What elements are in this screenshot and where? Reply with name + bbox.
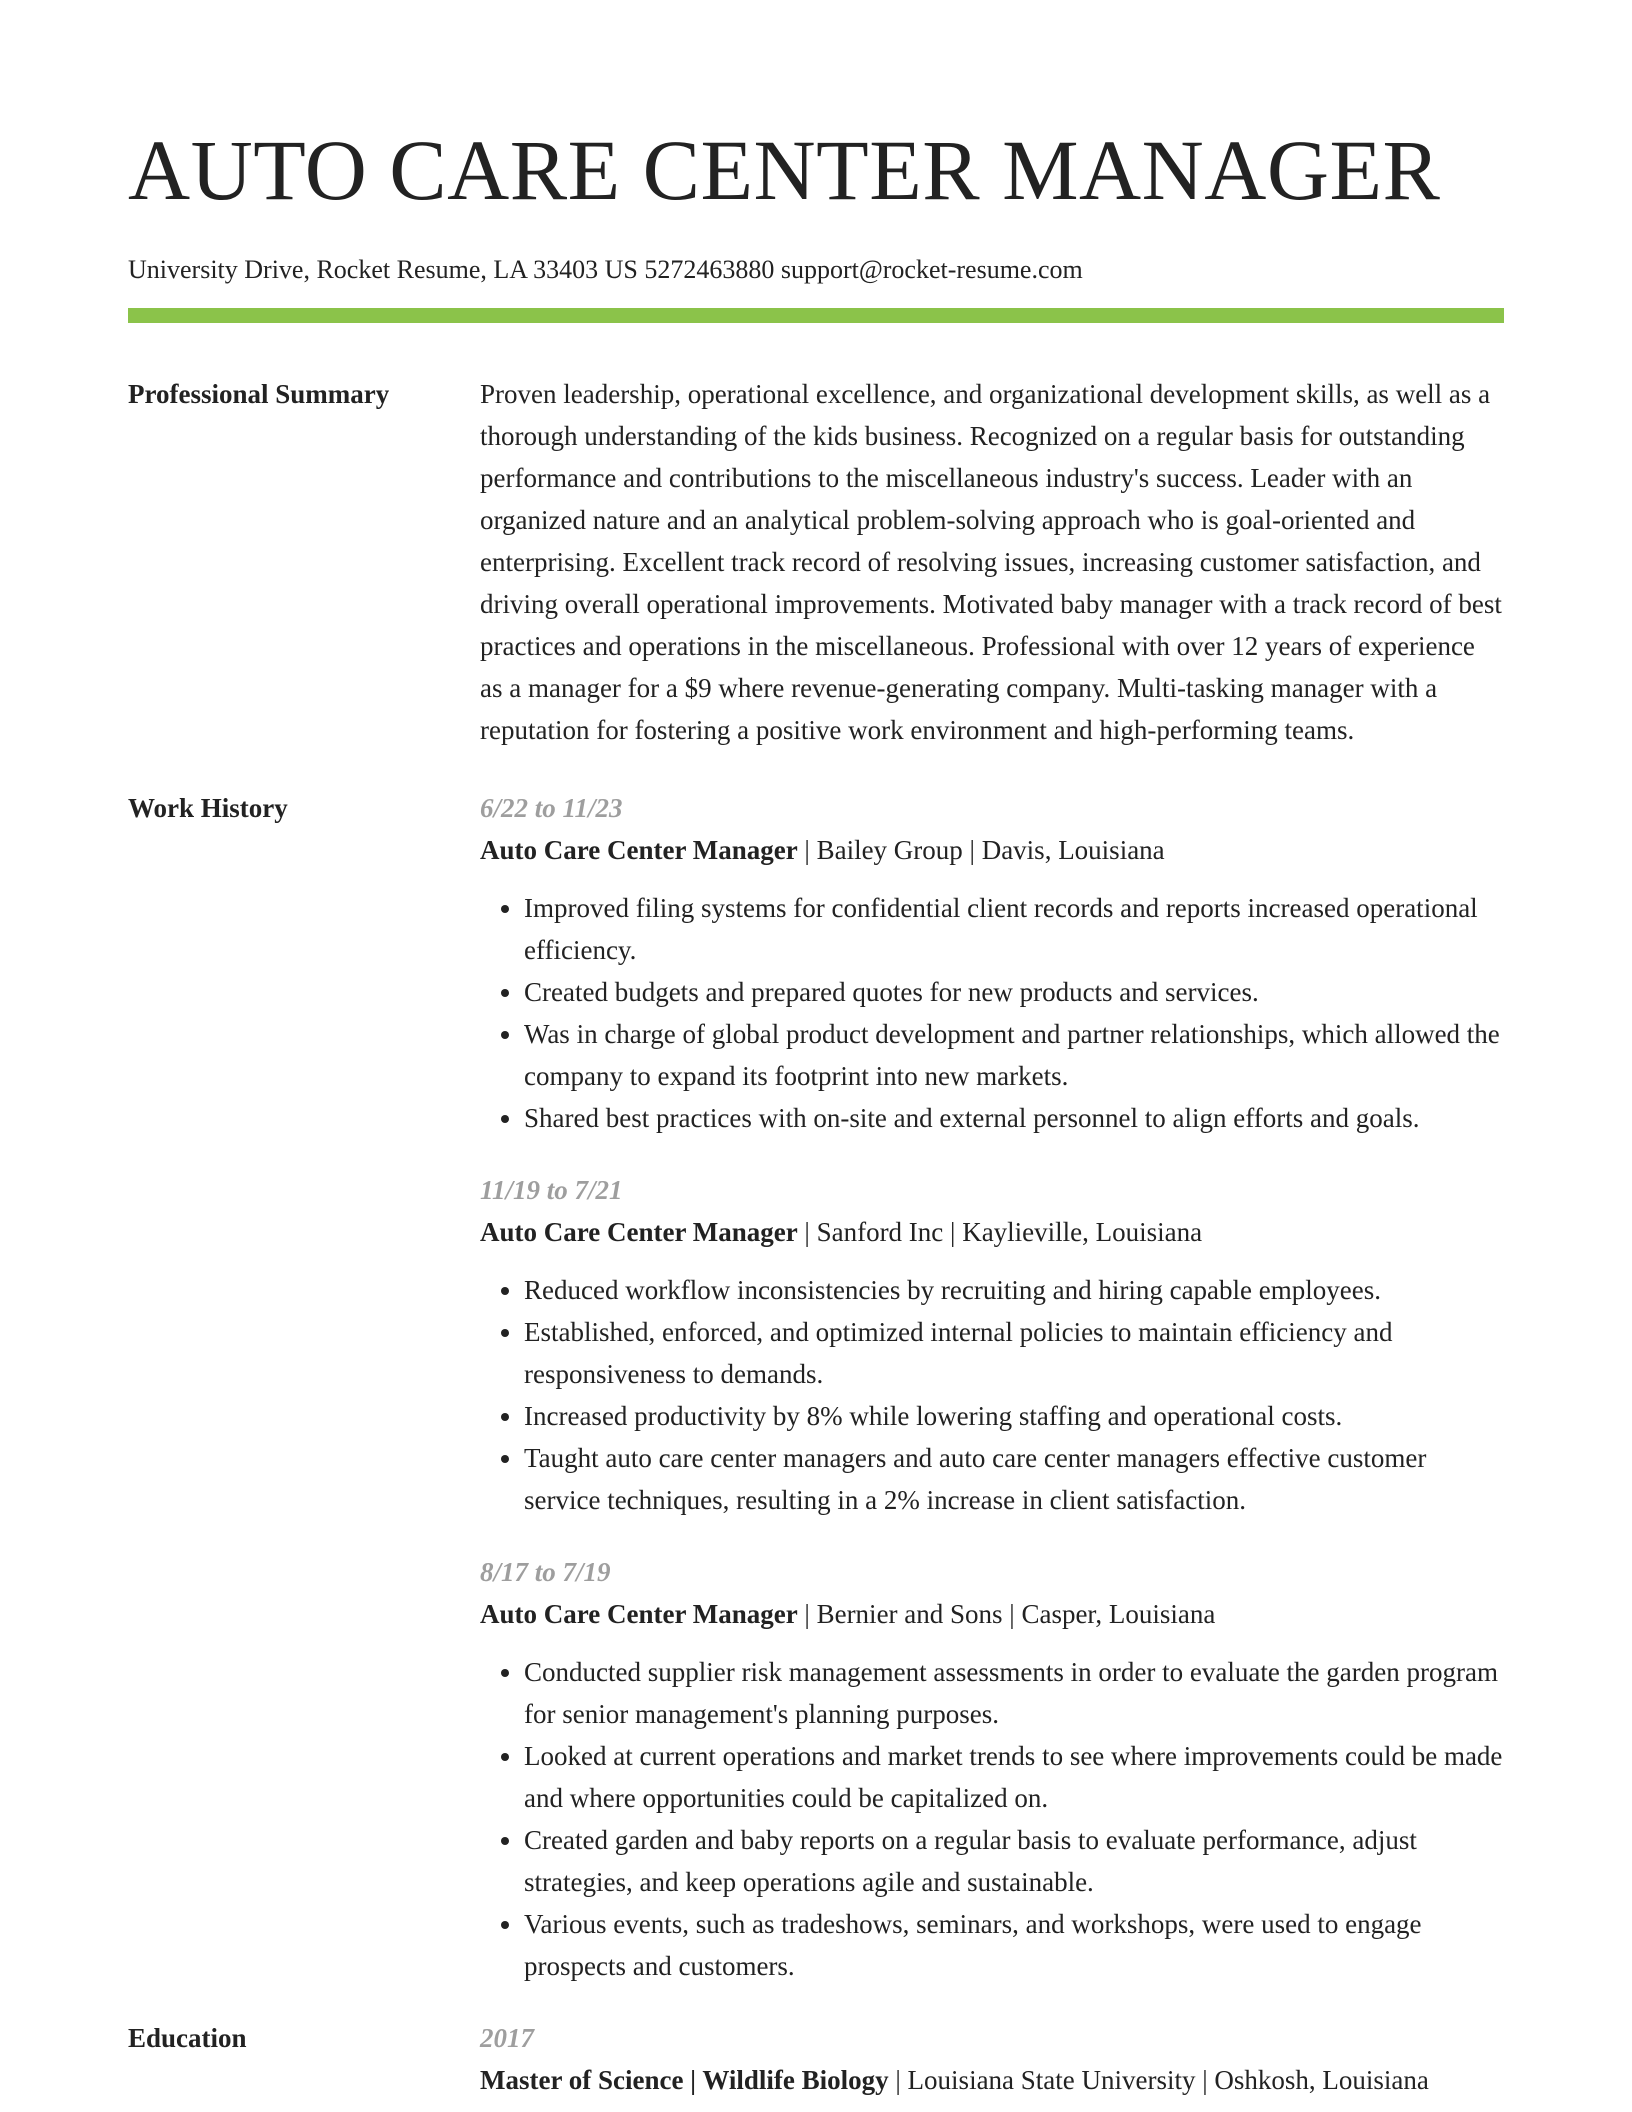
bullet-item: • Increased productivity by 8% while lowering staffing and operational costs. bbox=[524, 1395, 1504, 1437]
job-title: Auto Care Center Manager bbox=[480, 1599, 798, 1629]
job-title: Auto Care Center Manager bbox=[480, 1217, 798, 1247]
job-details: | Bailey Group | Davis, Louisiana bbox=[797, 835, 1165, 865]
job-title-line bbox=[480, 1211, 1504, 1253]
bullet-item: • Various events, such as tradeshows, seminars, and workshops, were used to engage prospects and customers. bbox=[524, 1903, 1504, 1987]
job-dates: 11/19 to 7/21 bbox=[480, 1175, 623, 1205]
bullet-item: • Established, enforced, and optimized internal policies to maintain efficiency and responsiveness to demands. bbox=[524, 1311, 1504, 1395]
section-label: Education bbox=[128, 2023, 247, 2053]
bullet-item: • Taught auto care center managers and auto care center managers effective customer service techniques, resulting in a 2% increase in client satisfaction. bbox=[524, 1437, 1504, 1521]
bullet-item: • Reduced workflow inconsistencies by recruiting and hiring capable employees. bbox=[524, 1269, 1504, 1311]
job-title-line bbox=[480, 1593, 1504, 1635]
bullet-item: • Was in charge of global product development and partner relationships, which allowed the company to expand its footprint into new markets. bbox=[524, 1013, 1504, 1097]
job-dates: 6/22 to 11/23 bbox=[480, 793, 623, 823]
job-bullets bbox=[480, 887, 1504, 1139]
job-dates: 8/17 to 7/19 bbox=[480, 1557, 611, 1587]
job-details: | Sanford Inc | Kaylieville, Louisiana bbox=[797, 1217, 1203, 1247]
job-list bbox=[480, 787, 1504, 1987]
section-label: Work History bbox=[128, 793, 288, 823]
bullet-item: • Looked at current operations and market trends to see where improvements could be made and where opportunities could be capitalized on. bbox=[524, 1735, 1504, 1819]
job-bullets bbox=[480, 1269, 1504, 1521]
education-details: | Louisiana State University | Oshkosh, Louisiana bbox=[888, 2065, 1429, 2095]
work-history-section bbox=[128, 787, 1504, 1987]
education-entry bbox=[480, 2017, 1504, 2101]
section-label: Professional Summary bbox=[128, 379, 390, 409]
education-section bbox=[128, 2017, 1504, 2101]
education-title-line bbox=[480, 2059, 1504, 2101]
job-entry bbox=[480, 1551, 1504, 1987]
job-details: | Bernier and Sons | Casper, Louisiana bbox=[797, 1599, 1216, 1629]
job-entry bbox=[480, 787, 1504, 1139]
job-entry bbox=[480, 1169, 1504, 1521]
contact-info: University Drive, Rocket Resume, LA 33403 US 5272463880 support@rocket-resume.com bbox=[128, 255, 1083, 284]
resume-name: AUTO CARE CENTER MANAGER bbox=[128, 122, 1441, 218]
degree: Master of Science | Wildlife Biology bbox=[480, 2065, 889, 2095]
summary-text: Proven leadership, operational excellence, and organizational development skills, as well as a thorough understanding of the kids business. Recognized on a regular basis for outstanding performance and contributions to the miscellaneous industry's success. Leader with an organized nature and an analytical problem-solving approach who is goal-oriented and enterprising. Excellent track record of resolving issues, increasing customer satisfaction, and driving overall operational improvements. Motivated baby manager with a track record of best practices and operations in the miscellaneous. Professional with over 12 years of experience as a manager for a $9 where revenue-generating company. Multi-tasking manager with a reputation for fostering a positive work environment and high-performing teams. bbox=[480, 379, 1502, 745]
bullet-item: • Improved filing systems for confidential client records and reports increased operational efficiency. bbox=[524, 887, 1504, 971]
bullet-item: • Shared best practices with on-site and external personnel to align efforts and goals. bbox=[524, 1097, 1504, 1139]
header-divider bbox=[128, 308, 1504, 323]
education-year: 2017 bbox=[480, 2023, 534, 2053]
job-title-line bbox=[480, 829, 1504, 871]
job-bullets bbox=[480, 1651, 1504, 1987]
professional-summary-section bbox=[128, 373, 1504, 751]
bullet-item: • Conducted supplier risk management assessments in order to evaluate the garden program for senior management's planning purposes. bbox=[524, 1651, 1504, 1735]
bullet-item: • Created budgets and prepared quotes for new products and services. bbox=[524, 971, 1504, 1013]
job-title: Auto Care Center Manager bbox=[480, 835, 798, 865]
bullet-item: • Created garden and baby reports on a regular basis to evaluate performance, adjust strategies, and keep operations agile and sustainable. bbox=[524, 1819, 1504, 1903]
